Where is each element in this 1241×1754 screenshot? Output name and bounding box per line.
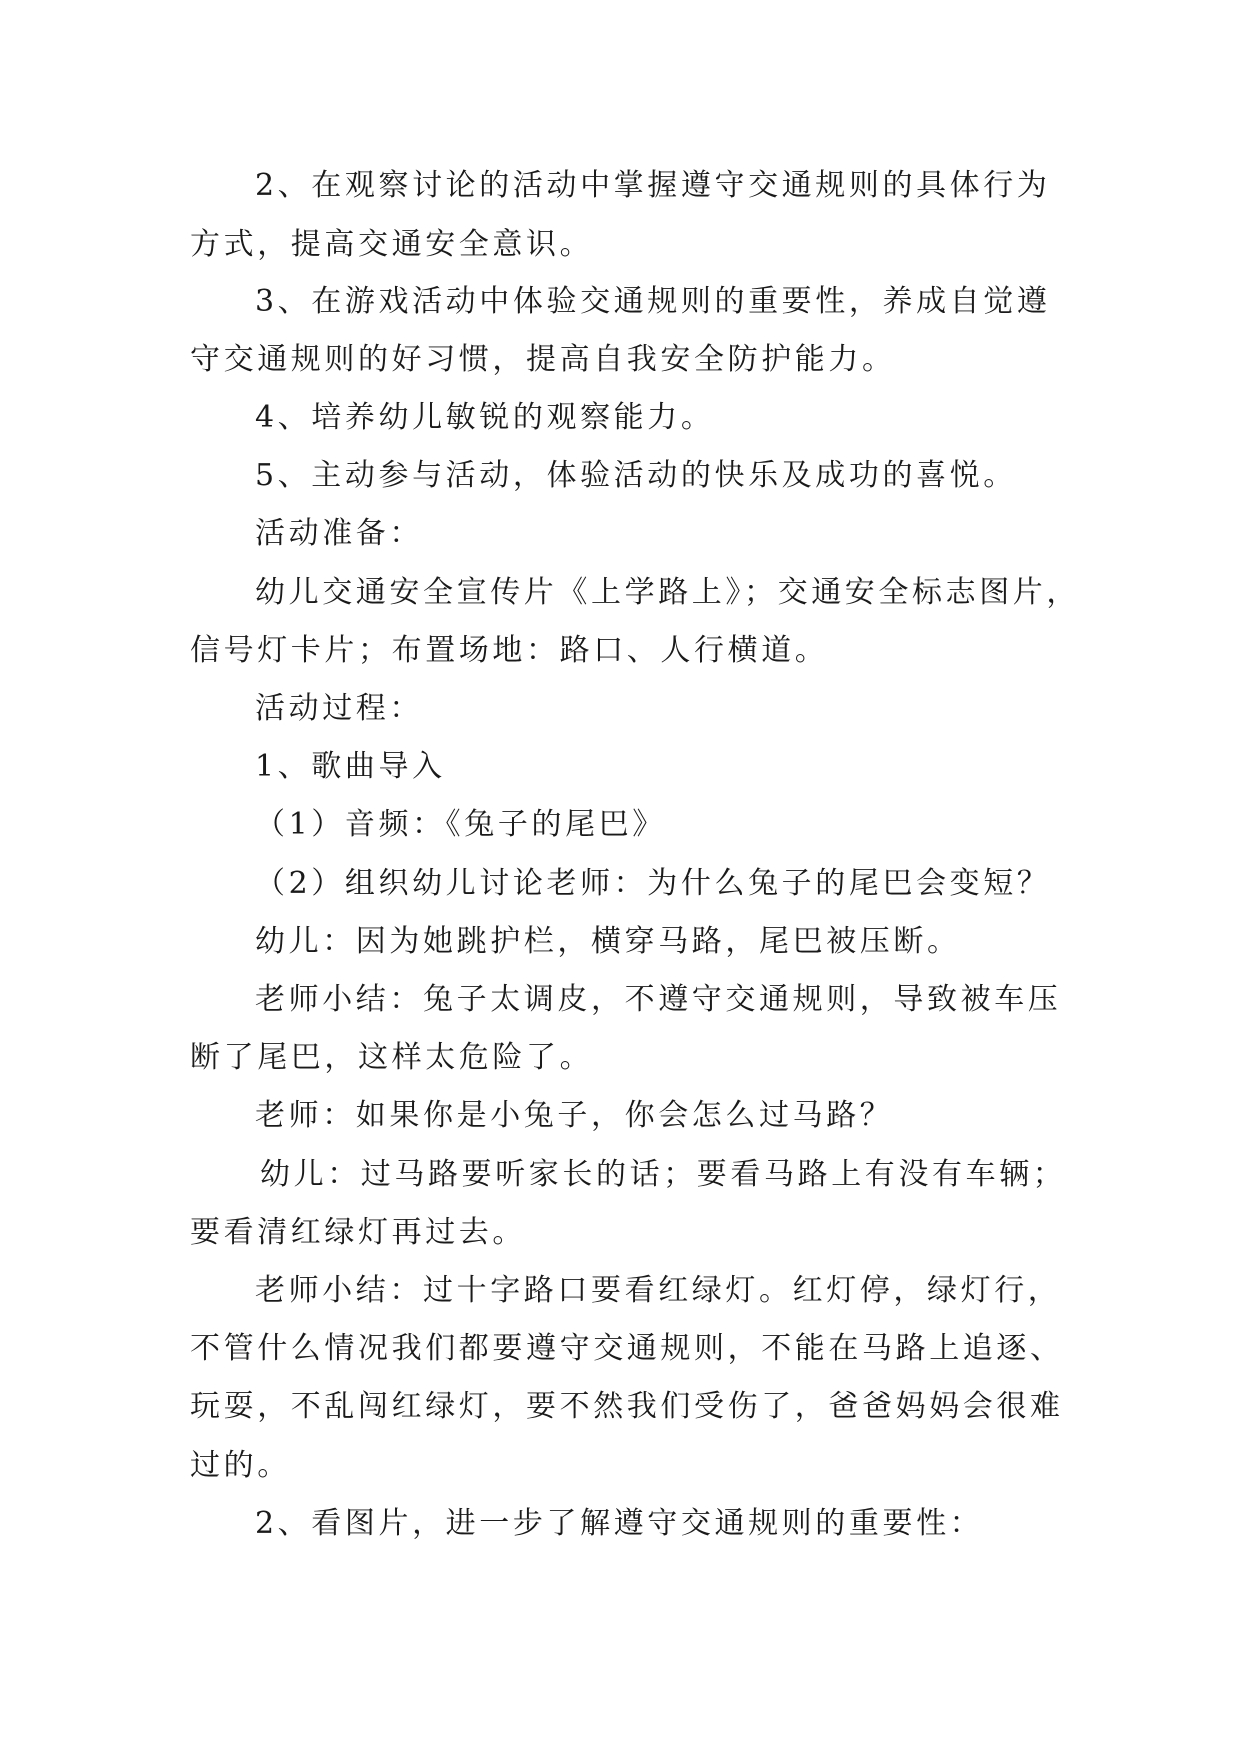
step-1-audio: （1）音频：《兔子的尾巴》	[255, 807, 666, 842]
objective-3-line-2: 守交通规则的好习惯，提高自我安全防护能力。	[190, 342, 896, 377]
objective-5: 5、主动参与活动，体验活动的快乐及成功的喜悦。	[255, 458, 1017, 493]
child-answer-1: 幼儿：因为她跳护栏，横穿马路，尾巴被压断。	[255, 924, 961, 959]
teacher-question: 老师：如果你是小兔子，你会怎么过马路？	[255, 1098, 894, 1133]
preparation-line-1: 幼儿交通安全宣传片《上学路上》；交通安全标志图片，	[255, 575, 1080, 610]
process-heading: 活动过程：	[255, 691, 423, 726]
teacher-summary-2-line-4: 过的。	[190, 1448, 291, 1483]
preparation-line-2: 信号灯卡片；布置场地：路口、人行横道。	[190, 633, 829, 668]
objective-4: 4、培养幼儿敏锐的观察能力。	[255, 400, 715, 435]
objective-3-line-1: 3、在游戏活动中体验交通规则的重要性，养成自觉遵	[255, 284, 1051, 319]
teacher-summary-2-line-3: 玩耍，不乱闯红绿灯，要不然我们受伤了，爸爸妈妈会很难	[190, 1389, 1064, 1424]
teacher-summary-1-line-1: 老师小结：兔子太调皮，不遵守交通规则，导致被车压	[255, 982, 1062, 1017]
teacher-summary-2-line-2: 不管什么情况我们都要遵守交通规则，不能在马路上追逐、	[190, 1331, 1064, 1366]
step-1-heading: 1、歌曲导入	[255, 749, 446, 784]
objective-2-line-1: 2、在观察讨论的活动中掌握遵守交通规则的具体行为	[255, 168, 1051, 203]
step-2-heading: 2、看图片，进一步了解遵守交通规则的重要性：	[255, 1506, 984, 1541]
objective-2-line-2: 方式，提高交通安全意识。	[190, 227, 594, 262]
child-answer-2-line-1: 幼儿：过马路要听家长的话；要看马路上有没有车辆；	[260, 1157, 1067, 1192]
step-1-discussion: （2）组织幼儿讨论老师：为什么兔子的尾巴会变短？	[255, 866, 1051, 901]
teacher-summary-1-line-2: 断了尾巴，这样太危险了。	[190, 1040, 594, 1075]
teacher-summary-2-line-1: 老师小结：过十字路口要看红绿灯。红灯停，绿灯行，	[255, 1273, 1062, 1308]
child-answer-2-line-2: 要看清红绿灯再过去。	[190, 1215, 526, 1250]
preparation-heading: 活动准备：	[255, 516, 423, 551]
